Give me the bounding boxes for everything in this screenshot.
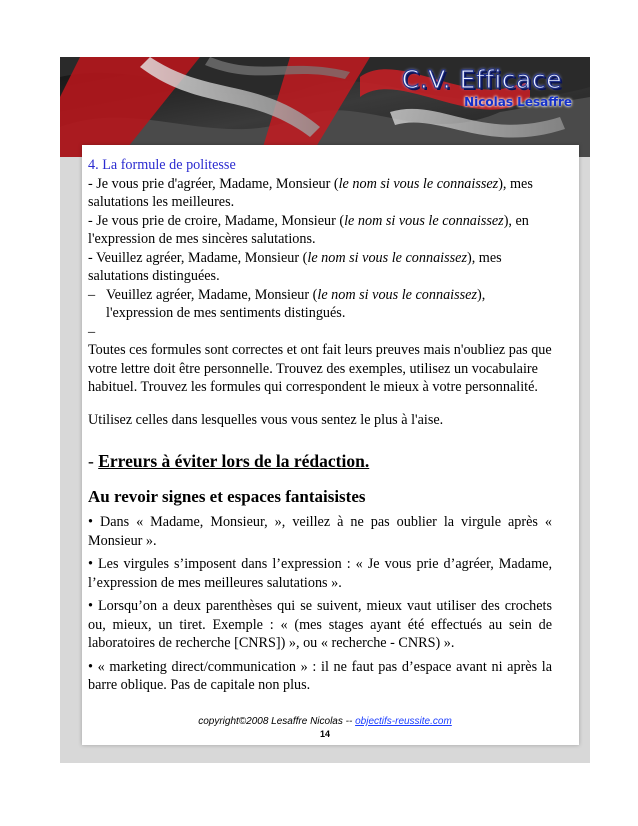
document-content <box>88 156 552 695</box>
footer-copyright: copyright©2008 Lesaffre Nicolas -- objectifs-reussite.com <box>198 716 452 727</box>
bullet-item: • Dans « Madame, Monsieur, », veillez à ne pas oublier la virgule après « Monsieur ». <box>88 514 552 549</box>
formula-line: - Veuillez agréer, Madame, Monsieur (le nom si vous le connaissez), mes salutations distinguées. <box>88 249 502 284</box>
bullet-item: • Lorsqu’on a deux parenthèses qui se suivent, mieux vaut utiliser des crochets ou, mieux, un tiret. Exemple : « (mes stages ayant été effectués au sein de laboratoires de recherche [CNRS]) », ou « recherche - CNRS) ». <box>88 598 552 651</box>
formula-line: - Je vous prie d'agréer, Madame, Monsieur (le nom si vous le connaissez), mes salutations les meilleures. <box>88 175 533 210</box>
brand-author: Nicolas Lesaffre <box>464 95 572 109</box>
bullet-item: • Les virgules s’imposent dans l’expression : « Je vous prie d’agréer, Madame, l’expression de mes meilleures salutations ». <box>88 556 552 591</box>
formula-line-last: – Veuillez agréer, Madame, Monsieur (le nom si vous le connaissez), l'expression de mes sentiments distingués. <box>88 286 486 321</box>
formula-line: - Je vous prie de croire, Madame, Monsieur (le nom si vous le connaissez), en l'expression de mes sincères salutations. <box>88 212 529 247</box>
empty-list-dash: – <box>88 323 96 340</box>
advice-paragraph: Toutes ces formules sont correctes et ont fait leurs preuves mais n'oubliez pas que votre lettre doit être personnelle. Trouvez des exemples, utilisez un vocabulaire habituel. Trouvez les formules qui correspondent le mieux à votre personnalité. <box>88 342 552 395</box>
errors-heading: - Erreurs à éviter lors de la rédaction. <box>88 451 370 471</box>
errors-subheading: Au revoir signes et espaces fantaisistes <box>88 487 366 506</box>
section-title: 4. La formule de politesse <box>88 157 236 173</box>
page-number: 14 <box>319 729 330 739</box>
brand-block <box>401 65 572 109</box>
footer-link[interactable]: objectifs-reussite.com <box>355 716 452 727</box>
bullet-item: • « marketing direct/communication » : il ne faut pas d’espace avant ni après la barre oblique. Pas de capitale non plus. <box>88 658 552 693</box>
brand-title: C.V. Efficace <box>401 65 562 94</box>
advice-paragraph: Utilisez celles dans lesquelles vous vous sentez le plus à l'aise. <box>88 411 444 428</box>
